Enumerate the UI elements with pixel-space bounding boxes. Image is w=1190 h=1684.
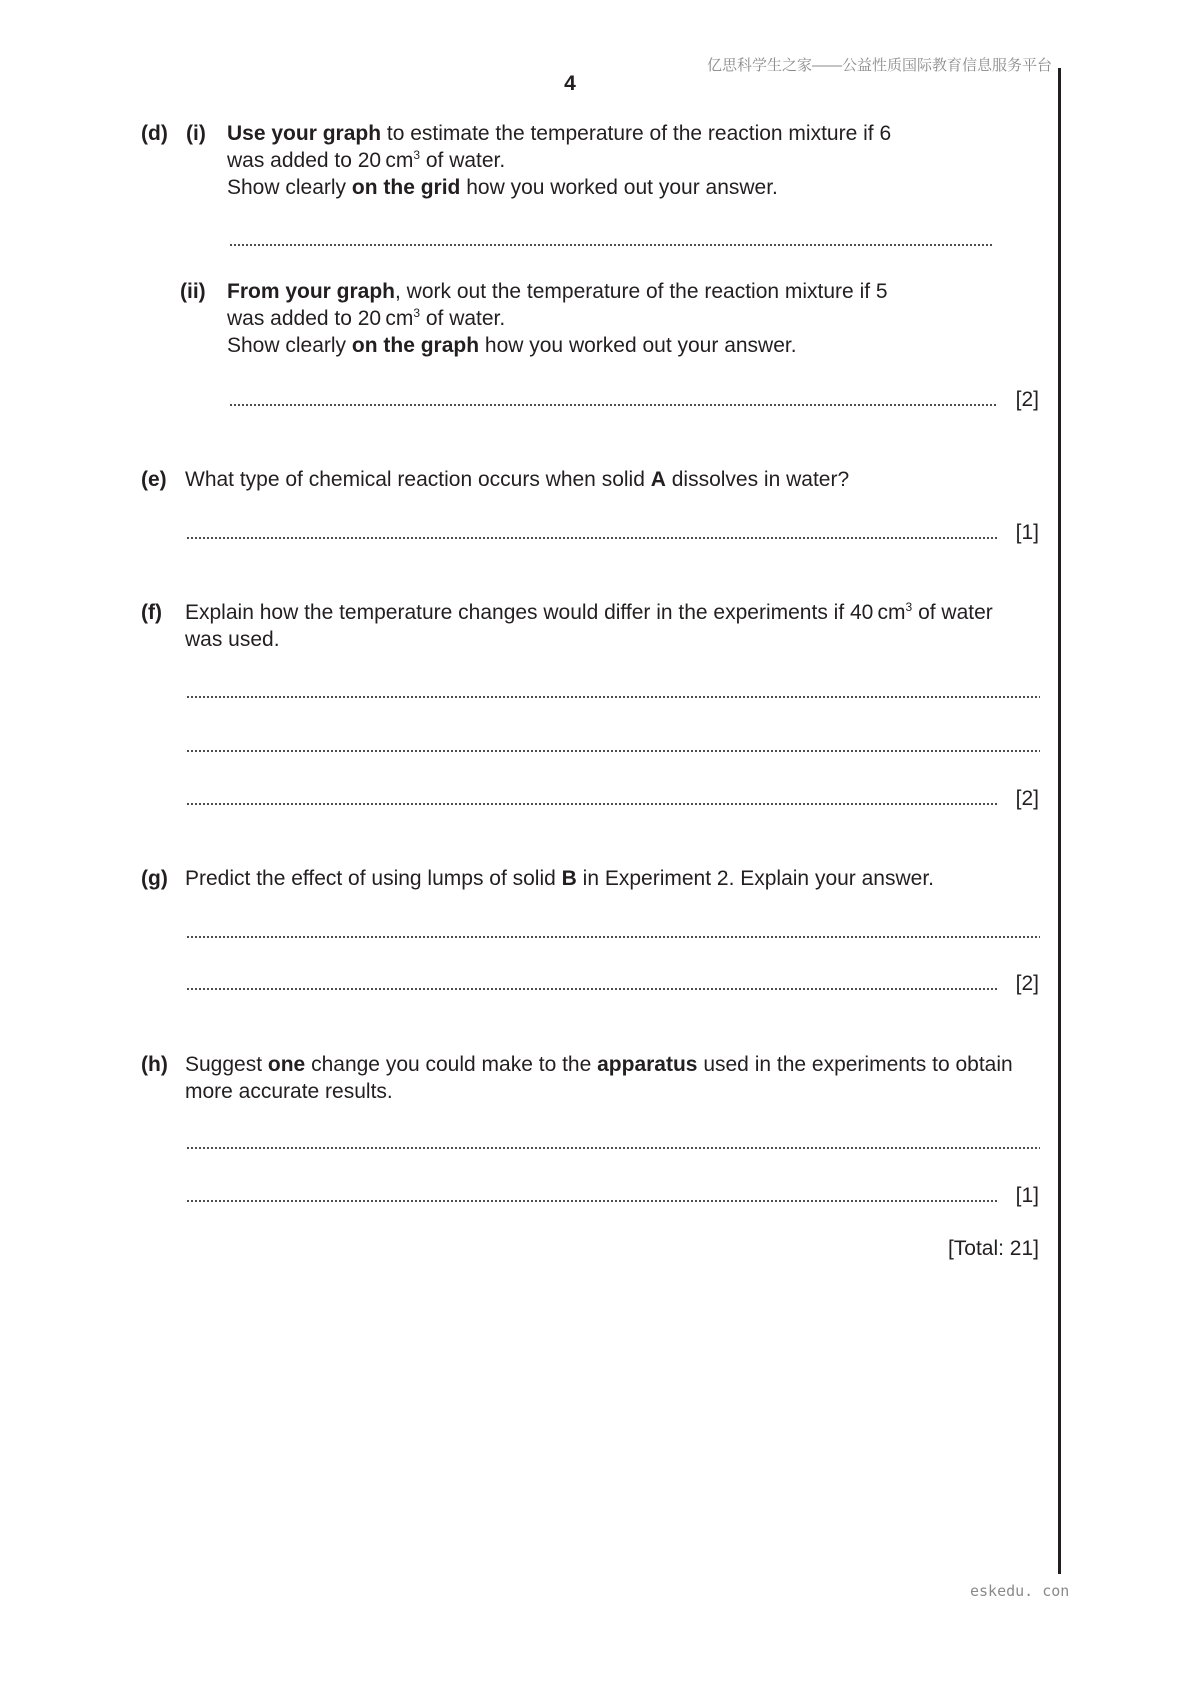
answer-line-e[interactable] [186, 537, 997, 539]
question-f-label: (f) [141, 601, 162, 624]
question-h-label: (h) [141, 1053, 168, 1076]
answer-line-d-ii[interactable] [229, 404, 997, 406]
watermark-text: 亿思科学生之家——公益性质国际教育信息服务平台 [706, 57, 1052, 74]
answer-line-f-1[interactable] [186, 696, 1040, 698]
answer-line-g-2[interactable] [186, 988, 997, 990]
margin-rule [1058, 68, 1061, 1574]
question-e-label: (e) [141, 468, 167, 491]
question-g-label: (g) [141, 867, 168, 890]
question-d-ii-text: From your graph, work out the temperature of the reaction mixture if 5 was added to 20 $cm^3$ of water. Show clearly on the graph how you worked out your answer. [227, 280, 888, 357]
page-number: 4 [564, 72, 576, 95]
answer-line-h-2[interactable] [186, 1200, 997, 1202]
question-e-text: What type of chemical reaction occurs when solid A dissolves in water? [185, 468, 850, 491]
mark-g: [2] [1015, 972, 1039, 995]
answer-line-h-1[interactable] [186, 1147, 1040, 1149]
answer-line-f-2[interactable] [186, 750, 1040, 752]
mark-e: [1] [1015, 521, 1039, 544]
mark-h: [1] [1015, 1184, 1039, 1207]
question-d-i-label: (i) [186, 122, 206, 145]
question-f-text: Explain how the temperature changes would differ in the experiments if 40 $cm^3$ of water was used. [185, 600, 993, 651]
question-d-ii-bold: From your graph [227, 280, 396, 303]
answer-line-f-3[interactable] [186, 803, 997, 805]
question-d-i-text: Use your graph to estimate the temperature of the reaction mixture if 6 was added to 20 $cm^3$ of water. Show clearly on the grid how you worked out your answer. [227, 122, 892, 199]
question-g-text: Predict the effect of using lumps of solid B in Experiment 2. Explain your answer. [185, 867, 935, 890]
question-h-text: Suggest one change you could make to the apparatus used in the experiments to obtain more accurate results. [185, 1053, 1013, 1103]
answer-line-g-1[interactable] [186, 936, 1040, 938]
answer-line-d-i[interactable] [229, 244, 994, 246]
footer-url: eskedu. con [970, 1582, 1070, 1600]
mark-f: [2] [1015, 787, 1039, 810]
total-marks: [Total: 21] [947, 1237, 1039, 1260]
question-d-i-bold: Use your graph [227, 122, 382, 145]
question-d-label: (d) [141, 122, 168, 145]
mark-d: [2] [1015, 388, 1039, 411]
question-d-ii-label: (ii) [180, 280, 206, 303]
